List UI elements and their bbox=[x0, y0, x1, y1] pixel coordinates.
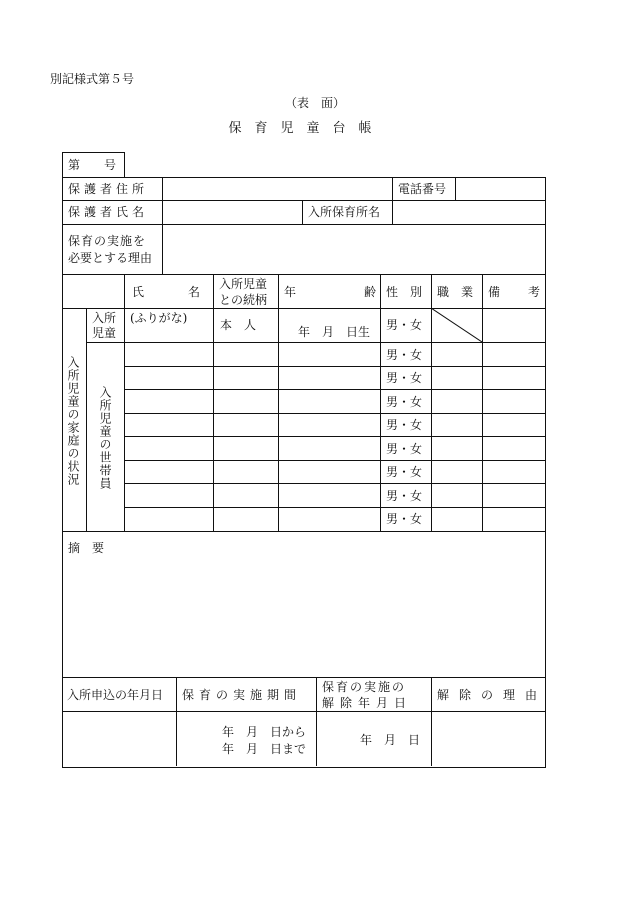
household-sex-3: 男・女 bbox=[386, 395, 423, 409]
col-note-left: 備 bbox=[488, 285, 501, 299]
period-from: 年 月 日から bbox=[222, 725, 307, 739]
guardian-name-label: 保護者氏名 bbox=[68, 205, 149, 219]
household-sex-5: 男・女 bbox=[386, 442, 423, 456]
household-sex-6: 男・女 bbox=[386, 465, 423, 479]
release-date: 年 月 日 bbox=[360, 733, 421, 747]
release-label-1: 保育の実施の bbox=[322, 680, 407, 694]
reason-label: 解除の理由 bbox=[437, 688, 548, 702]
household-sex-4: 男・女 bbox=[386, 418, 423, 432]
summary-label: 摘 要 bbox=[68, 541, 105, 555]
number-label: 第 号 bbox=[68, 158, 117, 172]
col-age-right: 齢 bbox=[364, 285, 377, 299]
col-note-right: 考 bbox=[528, 285, 541, 299]
child-label-2: 児童 bbox=[92, 326, 117, 340]
period-label: 保育の実施期間 bbox=[182, 688, 302, 702]
household-sex-1: 男・女 bbox=[386, 348, 423, 362]
page-title: 保 育 児 童 台 帳 bbox=[228, 121, 372, 136]
col-relation-1: 入所児童 bbox=[219, 277, 268, 291]
side-label: （表 面） bbox=[284, 96, 345, 110]
col-sex: 性 別 bbox=[386, 285, 423, 299]
household-sex-2: 男・女 bbox=[386, 371, 423, 385]
main-frame bbox=[62, 177, 546, 768]
guardian-address-label: 保護者住所 bbox=[68, 182, 149, 196]
household-sex-8: 男・女 bbox=[386, 512, 423, 526]
furigana-label: (ふりがな) bbox=[130, 311, 188, 325]
phone-label: 電話番号 bbox=[398, 182, 447, 196]
household-sex-7: 男・女 bbox=[386, 489, 423, 503]
diagonal-slash bbox=[431, 308, 482, 342]
reason-label-1: 保育の実施を bbox=[68, 234, 147, 248]
col-relation-2: との続柄 bbox=[219, 293, 268, 307]
col-job: 職 業 bbox=[437, 285, 474, 299]
family-side-label: 入所児童の家庭の状況 bbox=[66, 356, 80, 486]
form-number: 別記様式第５号 bbox=[50, 72, 135, 86]
col-age-left: 年 bbox=[284, 285, 297, 299]
child-sex: 男・女 bbox=[386, 318, 423, 332]
reason-label-2: 必要とする理由 bbox=[68, 251, 153, 265]
self-label: 本 人 bbox=[220, 318, 257, 332]
household-label: 入所児童の世帯員 bbox=[98, 386, 112, 490]
col-name: 氏 名 bbox=[132, 285, 203, 299]
child-label-1: 入所 bbox=[92, 311, 117, 325]
apply-date-label: 入所申込の年月日 bbox=[67, 688, 164, 702]
nursery-label: 入所保育所名 bbox=[308, 205, 381, 219]
birth-label: 年 月 日生 bbox=[298, 325, 371, 339]
release-label-2: 解除年月日 bbox=[322, 696, 413, 710]
period-to: 年 月 日まで bbox=[222, 742, 307, 756]
